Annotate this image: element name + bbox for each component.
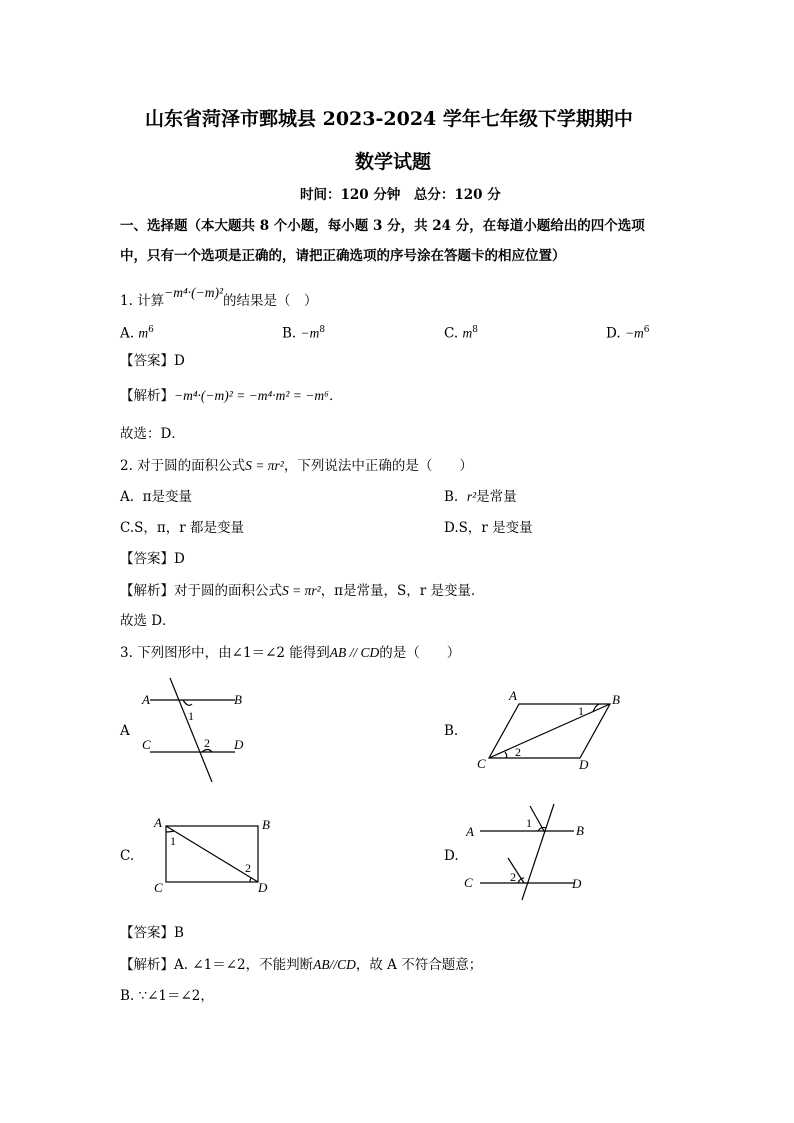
q2-formula: S = πr² [245,458,284,473]
q1-conclusion: 故选：D． [120,426,185,442]
q1-option-a-text: m [138,325,149,341]
fig-c-label-c: C [154,880,163,895]
q3-option-d-label: D. [444,848,459,864]
fig-a-label-b: B [234,692,242,707]
q2-option-b-expr: r² [466,489,477,504]
q1-option-d-text: −m [624,325,644,341]
q1-option-c-exp: 8 [472,325,478,335]
q3-answer: 【答案】B [120,925,184,941]
fig-a-label-d: D [234,737,244,752]
fig-d-label-1: 1 [526,816,532,830]
fig-a-label-1: 1 [188,709,194,723]
q2-option-c-text: S，π，r 都是变量 [134,520,245,536]
q2-analysis [120,581,485,601]
fig-c-label-b: B [262,817,270,832]
fig-b-angle2-arc [505,752,507,758]
q3-analysis-parallel: AB//CD [313,957,356,972]
page-title-line2: 数学试题 [355,151,432,173]
q2-option-d-text: S，r 是变量 [458,520,533,536]
q3-stem [120,643,460,663]
q2-option-a [120,487,192,507]
fig-d-label-2: 2 [510,870,516,884]
fig-a-label-a: A [142,692,150,707]
fig-c-angle1-arc [166,831,174,832]
q3-stem-suffix: 的是（ ） [379,645,461,661]
q2-stem-suffix: ，下列说法中正确的是（ ） [283,458,473,474]
fig-c-label-d: D [258,880,268,895]
q2-answer: 【答案】D [120,551,185,567]
q1-option-b-exp: 8 [319,325,326,335]
q2-option-d-label: D. [444,520,459,536]
q1-expression: −m⁴·(−m)² [164,285,223,300]
fig-b-label-a: A [509,688,517,703]
q1-option-d-exp: 6 [643,325,650,335]
section1-line1: 一、选择题（本大题共 8 个小题，每小题 3 分，共 24 分，在每道小题给出的四个选项 [120,218,645,234]
fig-b-label-2: 2 [515,745,521,759]
q3-analysis-prefix: 【解析】A. ∠1＝∠2，不能判断 [120,957,314,973]
q2-option-c [120,518,244,538]
q2-stem [120,456,473,476]
fig-c-label-2: 2 [245,861,251,875]
q2-analysis-suffix: ，π是常量，S，r 是变量． [320,583,485,599]
q1-analysis-label: 【解析】 [120,388,174,404]
fig-d-label-d: D [572,876,582,891]
q1-option-c-text: m [462,325,473,341]
q2-analysis-prefix: 【解析】对于圆的面积公式 [120,583,282,599]
fig-b-label-b: B [612,692,620,707]
fig-b-label-d: D [579,757,589,772]
q2-option-a-label: A. [120,489,135,505]
page-title-line1: 山东省菏泽市鄄城县 2023-2024 学年七年级下学期期中 [145,108,633,130]
q3-analysis-line1 [120,955,482,975]
q1-option-d [606,320,650,344]
q1-option-d-label: D. [606,325,621,342]
q1-option-a-label: A. [120,325,135,342]
fig-a-label-c: C [142,737,151,752]
fig-b-label-1: 1 [578,704,584,718]
q2-option-b [444,487,517,507]
q1-suffix: 的结果是（ ） [223,293,318,309]
q1-option-b-text: −m [300,325,320,341]
figure-a [130,676,260,786]
figure-b [475,686,635,776]
q2-option-c-label: C. [120,520,135,536]
q1-option-a-exp: 6 [148,325,154,335]
q3-stem-prefix: 3. 下列图形中，由∠1＝∠2 能得到 [120,645,330,661]
figure-c [148,812,278,898]
fig-a-label-2: 2 [204,736,210,750]
q3-analysis-suffix: ，故 A 不符合题意； [355,957,483,973]
q1-option-b-label: B. [282,325,297,342]
q1-option-c [444,320,478,344]
q2-option-d [444,518,533,538]
section1-line2: 中，只有一个选项是正确的，请把正确选项的序号涂在答题卡的相应位置） [120,248,566,264]
exam-info: 时间：120 分钟 总分：120 分 [300,187,501,203]
fig-b-diagonal-cb [489,704,610,758]
fig-d-label-b: B [576,823,584,838]
fig-d-label-a: A [466,824,474,839]
q1-prefix: 1. 计算 [120,293,165,309]
q3-stem-parallel: AB // CD [329,645,380,660]
q1-option-b [282,320,325,344]
fig-a-angle1-arc [183,700,192,705]
q1-option-c-label: C. [444,325,459,342]
q1-analysis [120,386,342,406]
q1-answer: 【答案】D [120,353,185,369]
figure-d [462,800,592,902]
q1-option-a [120,320,154,344]
q2-option-b-label: B. [444,489,459,505]
q2-stem-prefix: 2. 对于圆的面积公式 [120,458,246,474]
q1-analysis-expr: −m⁴·(−m)² = −m⁴·m² = −m⁶． [174,388,343,403]
fig-a-transversal [170,678,212,782]
fig-c-label-1: 1 [170,834,176,848]
q3-option-a-label: A [120,723,130,739]
fig-c-label-a: A [154,815,162,830]
fig-d-label-c: C [464,875,473,890]
q2-analysis-formula: S = πr² [282,583,321,598]
fig-b-label-c: C [477,756,486,771]
q3-option-b-label: B. [444,723,459,739]
q3-analysis-line2: B. ∵∠1＝∠2， [120,988,214,1004]
q3-option-c-label: C. [120,848,135,864]
q1-stem [120,285,318,311]
q2-option-a-text: π是变量 [142,489,193,505]
q2-option-b-text: 是常量 [476,489,517,505]
q2-conclusion: 故选 D． [120,613,176,629]
